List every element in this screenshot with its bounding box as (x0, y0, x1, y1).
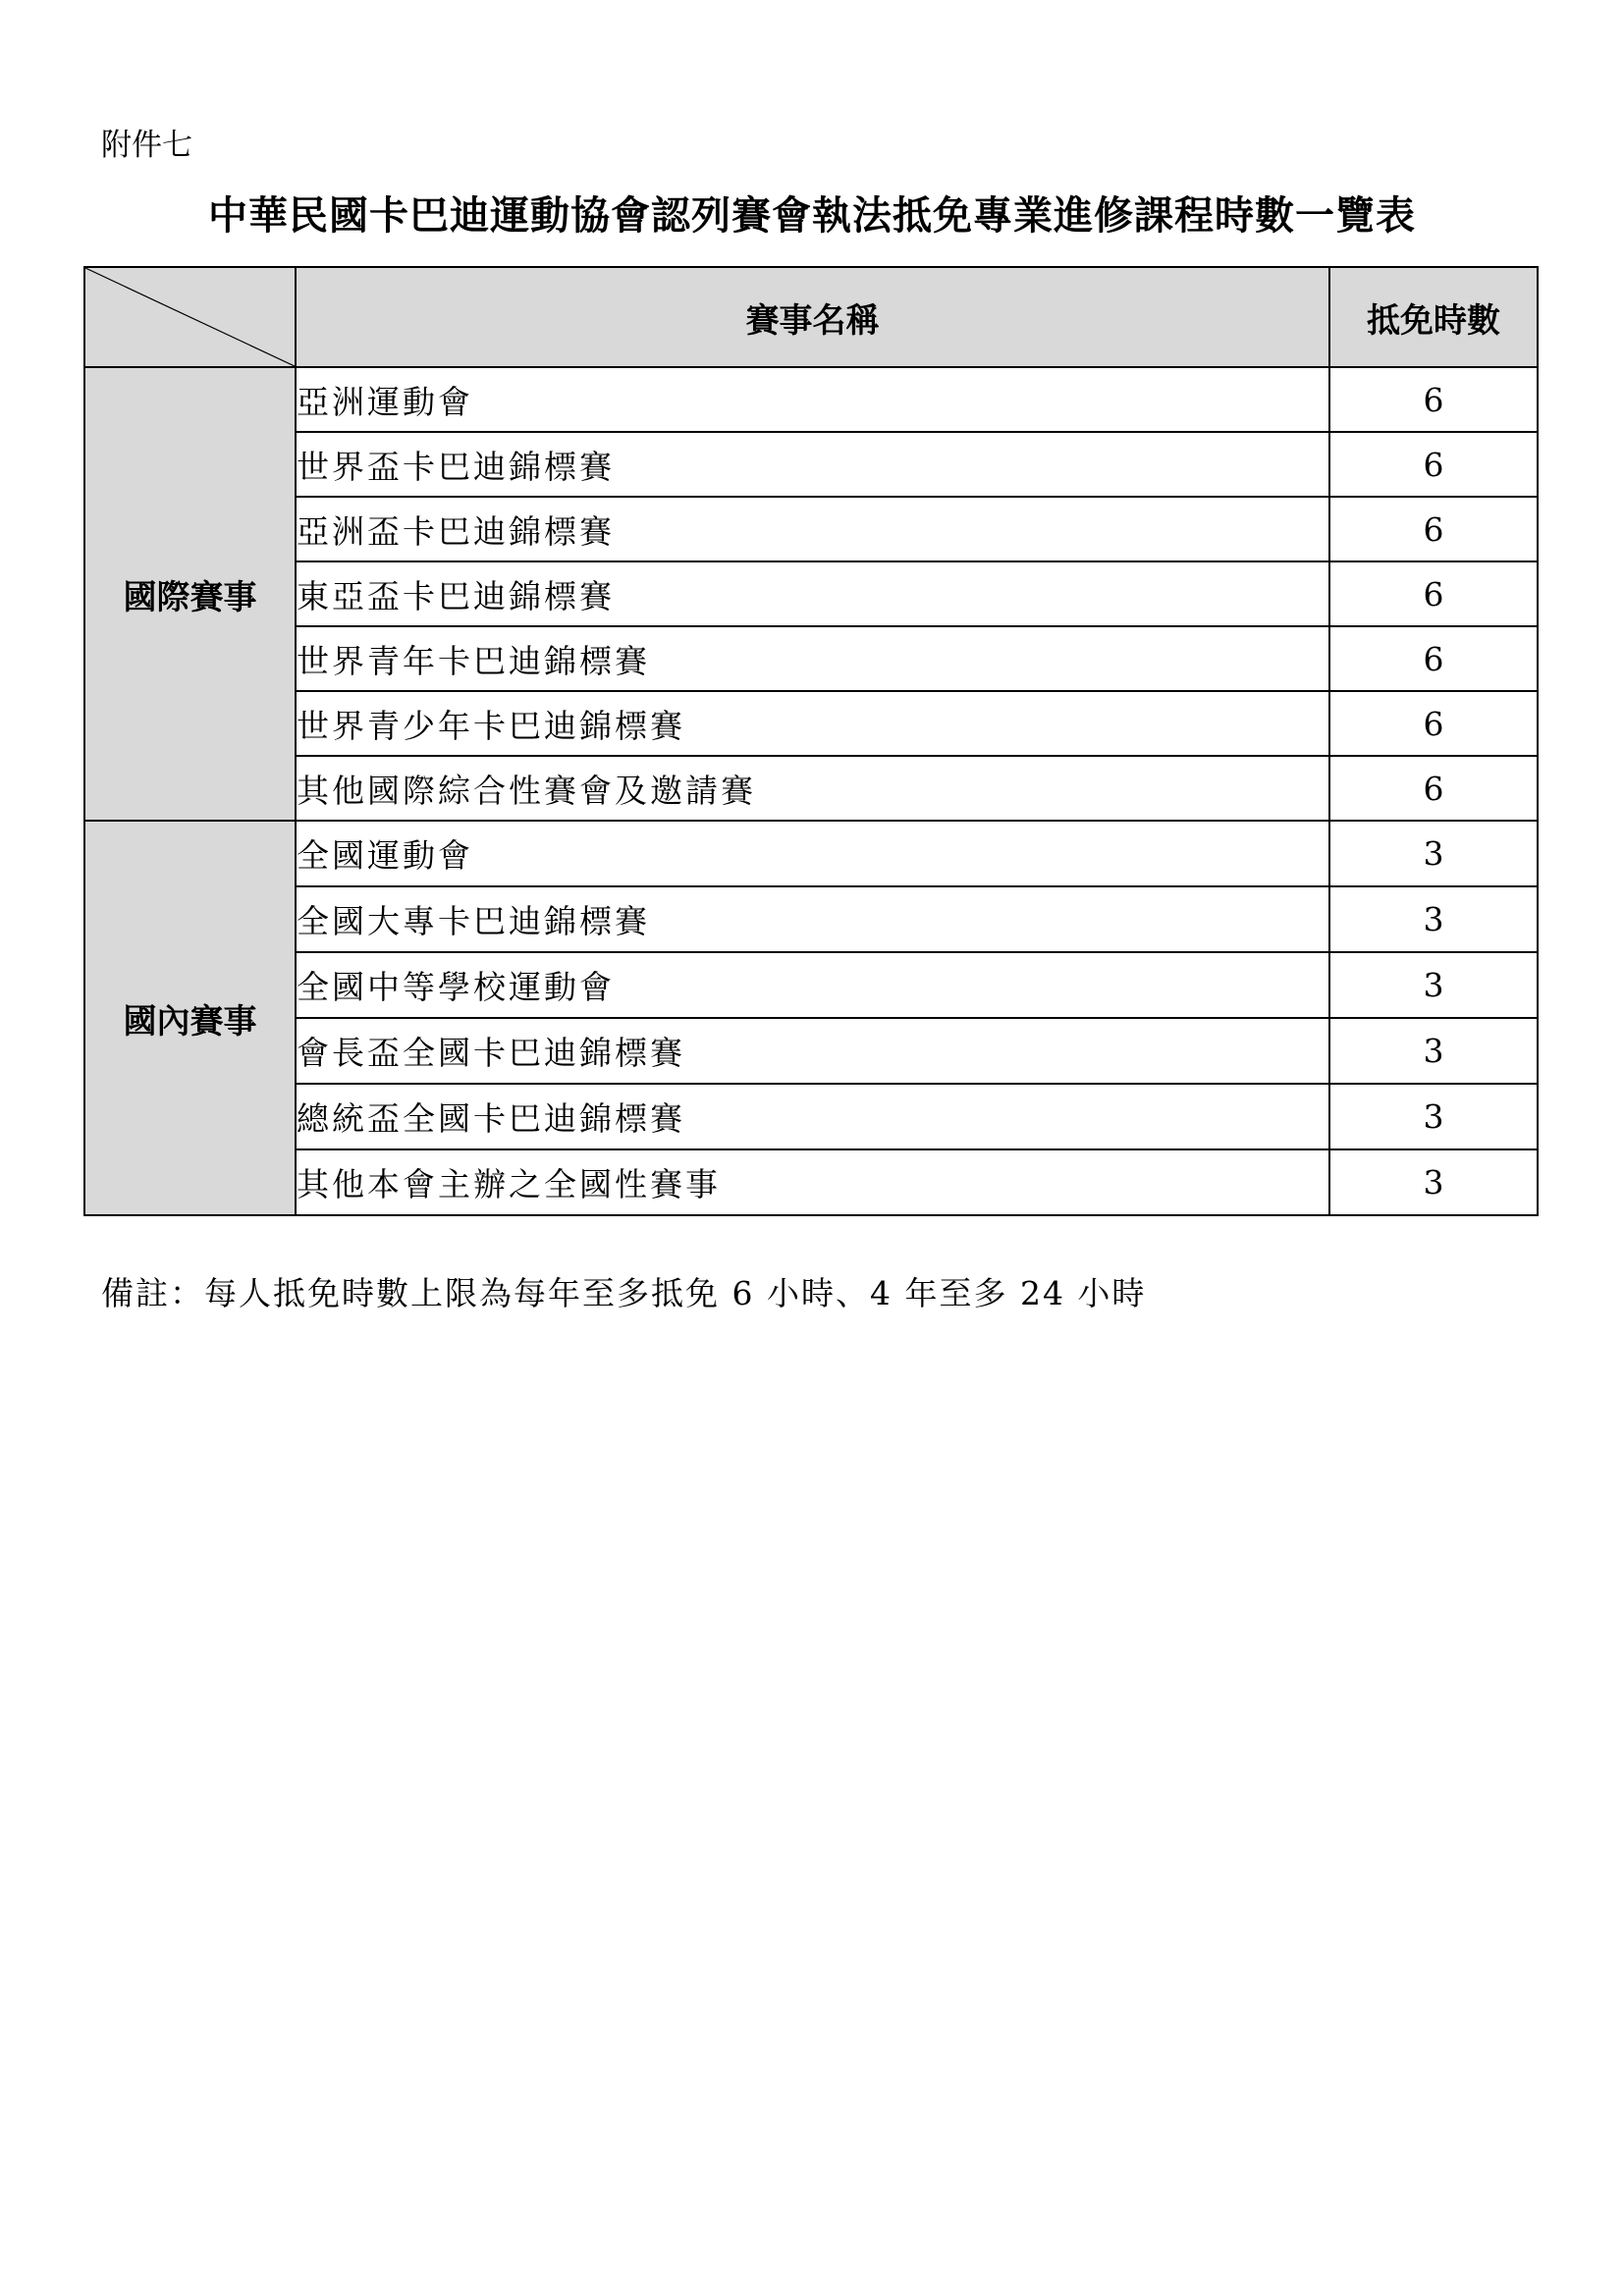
table-row (84, 1149, 1538, 1215)
event-hours: 6 (1329, 626, 1538, 691)
event-name: 亞洲運動會 (296, 367, 1329, 432)
event-hours: 6 (1329, 691, 1538, 756)
annex-label: 附件七 (101, 128, 192, 163)
event-name: 世界盃卡巴迪錦標賽 (296, 432, 1329, 497)
event-name: 其他本會主辦之全國性賽事 (296, 1149, 1329, 1215)
event-name: 亞洲盃卡巴迪錦標賽 (296, 497, 1329, 561)
table-row (84, 952, 1538, 1018)
credit-hours-table (83, 266, 1539, 1216)
event-hours: 6 (1329, 497, 1538, 561)
event-hours: 3 (1329, 952, 1538, 1018)
event-name: 全國運動會 (296, 821, 1329, 886)
event-name: 其他國際綜合性賽會及邀請賽 (296, 756, 1329, 821)
table-row (84, 626, 1538, 691)
event-name: 全國大專卡巴迪錦標賽 (296, 886, 1329, 952)
event-name: 世界青年卡巴迪錦標賽 (296, 626, 1329, 691)
category-domestic: 國內賽事 (84, 821, 296, 1215)
event-name: 東亞盃卡巴迪錦標賽 (296, 561, 1329, 626)
table-row (84, 1084, 1538, 1149)
table-row (84, 561, 1538, 626)
table-row (84, 367, 1538, 432)
event-name: 全國中等學校運動會 (296, 952, 1329, 1018)
table-row (84, 1018, 1538, 1084)
event-hours: 3 (1329, 1149, 1538, 1215)
event-name: 總統盃全國卡巴迪錦標賽 (296, 1084, 1329, 1149)
table-row (84, 432, 1538, 497)
event-hours: 3 (1329, 1018, 1538, 1084)
credit-hours-header: 抵免時數 (1329, 267, 1538, 367)
corner-cell (84, 267, 296, 367)
event-hours: 6 (1329, 432, 1538, 497)
event-hours: 6 (1329, 561, 1538, 626)
table-row (84, 821, 1538, 886)
event-hours: 6 (1329, 367, 1538, 432)
category-international: 國際賽事 (84, 367, 296, 821)
event-name: 會長盃全國卡巴迪錦標賽 (296, 1018, 1329, 1084)
table-header-row (84, 267, 1538, 367)
event-hours: 3 (1329, 886, 1538, 952)
table-row (84, 497, 1538, 561)
document-title: 中華民國卡巴迪運動協會認列賽會執法抵免專業進修課程時數一覽表 (208, 193, 1416, 239)
event-name-header: 賽事名稱 (296, 267, 1329, 367)
table-row (84, 886, 1538, 952)
diagonal-divider (85, 268, 295, 366)
table-row (84, 756, 1538, 821)
event-hours: 3 (1329, 1084, 1538, 1149)
event-hours: 6 (1329, 756, 1538, 821)
event-name: 世界青少年卡巴迪錦標賽 (296, 691, 1329, 756)
table-row (84, 691, 1538, 756)
footnote: 備註：每人抵免時數上限為每年至多抵免 6 小時、4 年至多 24 小時 (101, 1274, 1147, 1312)
event-hours: 3 (1329, 821, 1538, 886)
